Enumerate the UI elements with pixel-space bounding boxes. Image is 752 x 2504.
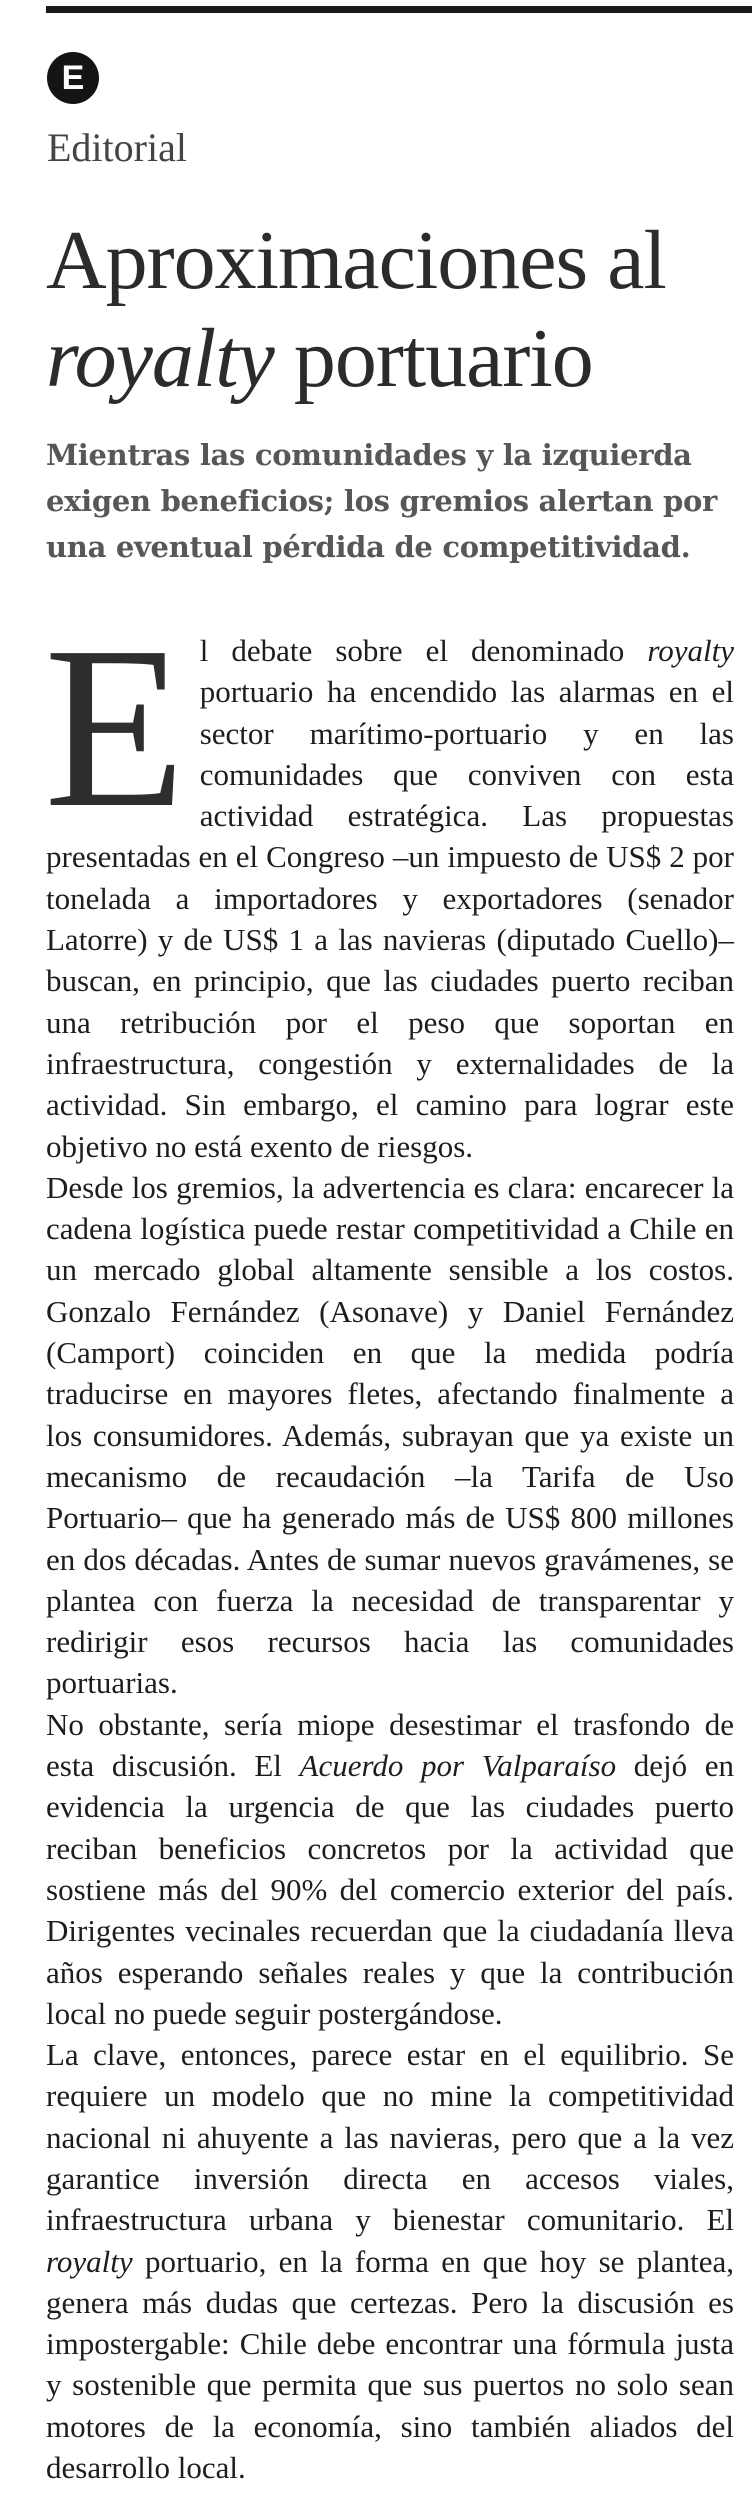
paragraph-4-text-a: La clave, entonces, parece estar en el equilibrio. Se requiere un modelo que no mine la competitividad nacional ni ahuyente a las navieras, pero que a la vez garantice inversión directa en accesos viales, infraestructura urbana y bienestar comunitario. El bbox=[46, 2037, 734, 2238]
paragraph-1-text-c: portuario ha encendido las alarmas en el sector marítimo-portuario y en las comunidades que conviven con esta actividad estratégica. Las propuestas presentadas en el Congreso –un impuesto de US$ 2 por tonelada a importadores y exportadores (senador Latorre) y de US$ 1 a las navieras (diputado Cuello)– buscan, en principio, que las ciudades puerto reciban una retribución por el peso que soportan en infraestructura, congestión y externalidades de la actividad. Sin embargo, el camino para lograr este objetivo no está exento de riesgos. bbox=[46, 674, 734, 1164]
headline bbox=[46, 212, 746, 408]
paragraph-3-text-a: No obstante, sería miope desestimar el trasfondo de esta discusión. El bbox=[46, 1706, 734, 1784]
section-label: Editorial bbox=[47, 125, 187, 170]
paragraph-1-text-a: l debate sobre el denominado bbox=[199, 633, 648, 668]
paragraph-4-text-c: portuario, en la forma en que hoy se plantea, genera más dudas que certezas. Pero la discusión es impostergable: Chile debe encontrar una fórmula justa y sostenible que permita que sus puertos no solo sean motores de la economía, sino también aliados del desarrollo local. bbox=[46, 2243, 734, 2486]
paragraph-3-text-c: dejó en evidencia la urgencia de que las ciudades puerto reciban beneficios concretos por la actividad que sostiene más del 90% del comercio exterior del país. Dirigentes vecinales recuerdan que la ciudadanía lleva años esperando señales reales y que la contribución local no puede seguir postergándose. bbox=[46, 1748, 734, 2031]
paragraph-4-italic: royalty bbox=[46, 2243, 133, 2279]
article-body bbox=[44, 599, 734, 2488]
paragraph-4 bbox=[46, 2034, 734, 2488]
drop-cap: E bbox=[44, 599, 186, 856]
top-rule bbox=[46, 6, 752, 13]
paragraph-3 bbox=[46, 1704, 734, 2034]
headline-italic-word: royalty bbox=[46, 312, 274, 405]
headline-line2: portuario bbox=[273, 312, 593, 405]
paragraph-1-italic: royalty bbox=[647, 633, 734, 668]
editorial-badge-icon: E bbox=[47, 52, 99, 104]
paragraph-2: Desde los gremios, la advertencia es clara: encarecer la cadena logística puede restar competitividad a Chile en un mercado global altamente sensible a los costos. Gonzalo Fernández (Asonave) y Daniel Fernández (Camport) coinciden en que la medida podría traducirse en mayores fletes, afectando finalmente a los consumidores. Además, subrayan que ya existe un mecanismo de recaudación –la Tarifa de Uso Portuario– que ha generado más de US$ 800 millones en dos décadas. Antes de sumar nuevos gravámenes, se plantea con fuerza la necesidad de transparentar y redirigir esos recursos hacia las comunidades portuarias. bbox=[46, 1169, 734, 1701]
headline-line1: Aproximaciones al bbox=[46, 214, 666, 307]
subheadline: Mientras las comunidades y la izquierda exigen beneficios; los gremios alertan por una eventual pérdida de competitividad. bbox=[46, 438, 718, 564]
paragraph-3-italic: Acuerdo por Valparaíso bbox=[299, 1748, 617, 1784]
paragraph-1 bbox=[44, 599, 734, 1167]
